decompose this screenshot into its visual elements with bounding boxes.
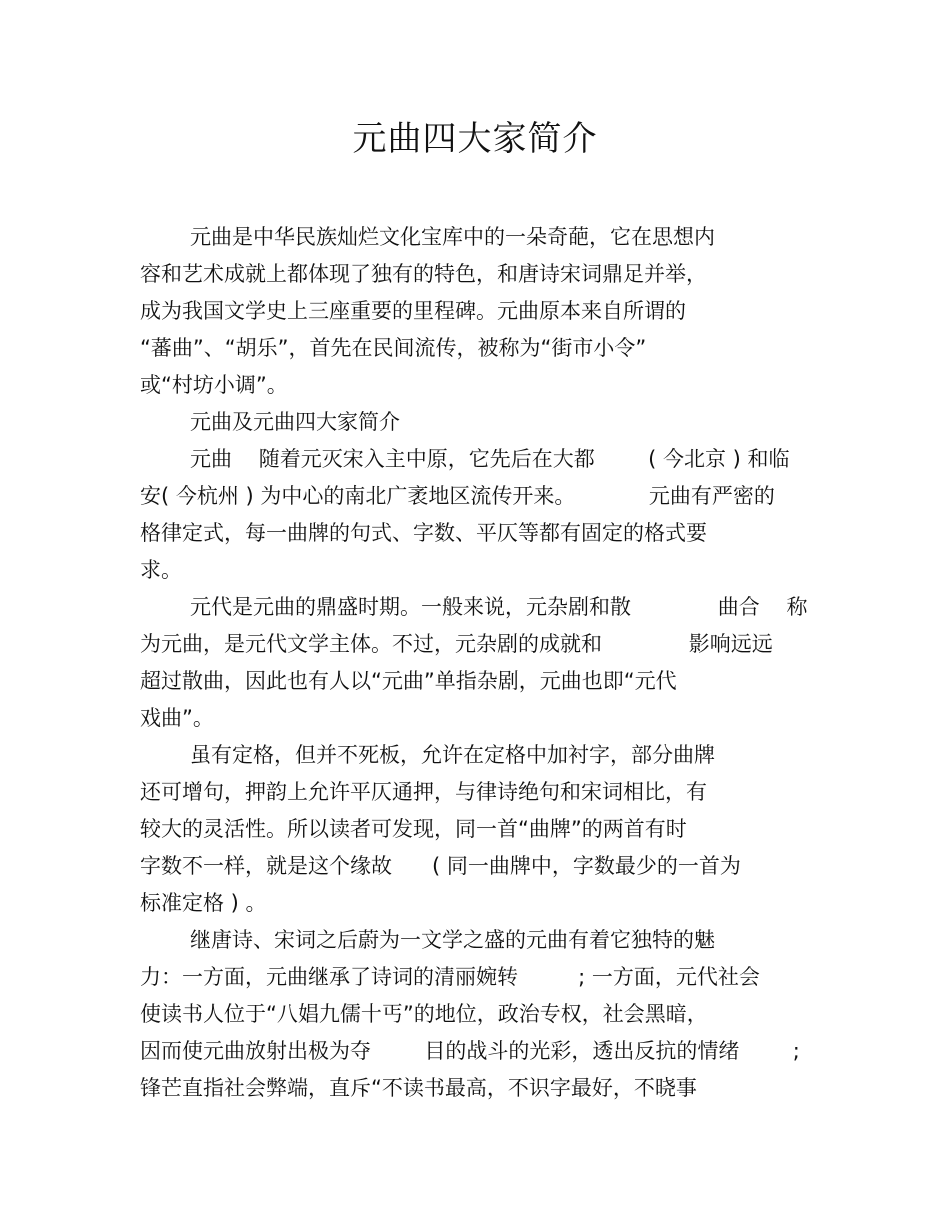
text-line: 成为我国文学史上三座重要的里程碑。元曲原本来自所谓的 [140, 299, 686, 323]
text-line: 继唐诗、宋词之后蔚为一文学之盛的元曲有着它独特的魅 [190, 928, 715, 952]
text-line: 元代是元曲的鼎盛时期。一般来说，元杂剧和散 曲合 称 [190, 595, 808, 619]
text-line: “蕃曲”、“胡乐”，首先在民间流传，被称为“街市小令” [140, 336, 647, 360]
text-line: 或“村坊小调”。 [140, 373, 288, 397]
text-line: 较大的灵活性。所以读者可发现，同一首“曲牌”的两首有时 [140, 817, 687, 841]
text-line: 锋芒直指社会弊端，直斥“不读书最高，不识字最好，不晓事 [140, 1076, 697, 1100]
text-line: 元曲及元曲四大家简介 [190, 410, 400, 434]
text-line: 格律定式，每一曲牌的句式、字数、平仄等都有固定的格式要 [140, 521, 707, 545]
text-line: 标准定格 ) 。 [140, 891, 267, 915]
text-line: 元曲是中华民族灿烂文化宝库中的一朵奇葩，它在思想内 [190, 225, 715, 249]
document-title: 元曲四大家简介 [352, 119, 598, 159]
text-line: 元曲 随着元灭宋入主中原，它先后在大都 ( 今北京 ) 和临 [190, 447, 790, 471]
text-line: 超过散曲，因此也有人以“元曲”单指杂剧，元曲也即“元代 [140, 669, 677, 693]
text-line: 戏曲”。 [140, 706, 214, 730]
text-line: 还可增句，押韵上允许平仄通押，与律诗绝句和宋词相比，有 [140, 780, 707, 804]
text-line: 容和艺术成就上都体现了独有的特色，和唐诗宋词鼎足并举， [140, 262, 707, 286]
text-line: 因而使元曲放射出极为夺 目的战斗的光彩，透出反抗的情绪 ; [140, 1039, 800, 1063]
text-line: 力：一方面，元曲继承了诗词的清丽婉转 ; 一方面，元代社会 [140, 965, 760, 989]
text-line: 求。 [140, 558, 182, 582]
text-line: 虽有定格，但并不死板，允许在定格中加衬字，部分曲牌 [190, 743, 715, 767]
text-line: 字数不一样，就是这个缘故 ( 同一曲牌中，字数最少的一首为 [140, 854, 741, 878]
text-line: 使读书人位于“八娼九儒十丐”的地位，政治专权，社会黑暗， [140, 1002, 708, 1026]
text-line: 安( 今杭州 ) 为中心的南北广袤地区流传开来。 元曲有严密的 [140, 484, 775, 508]
text-line: 为元曲，是元代文学主体。不过，元杂剧的成就和 影响远远 [140, 632, 773, 656]
